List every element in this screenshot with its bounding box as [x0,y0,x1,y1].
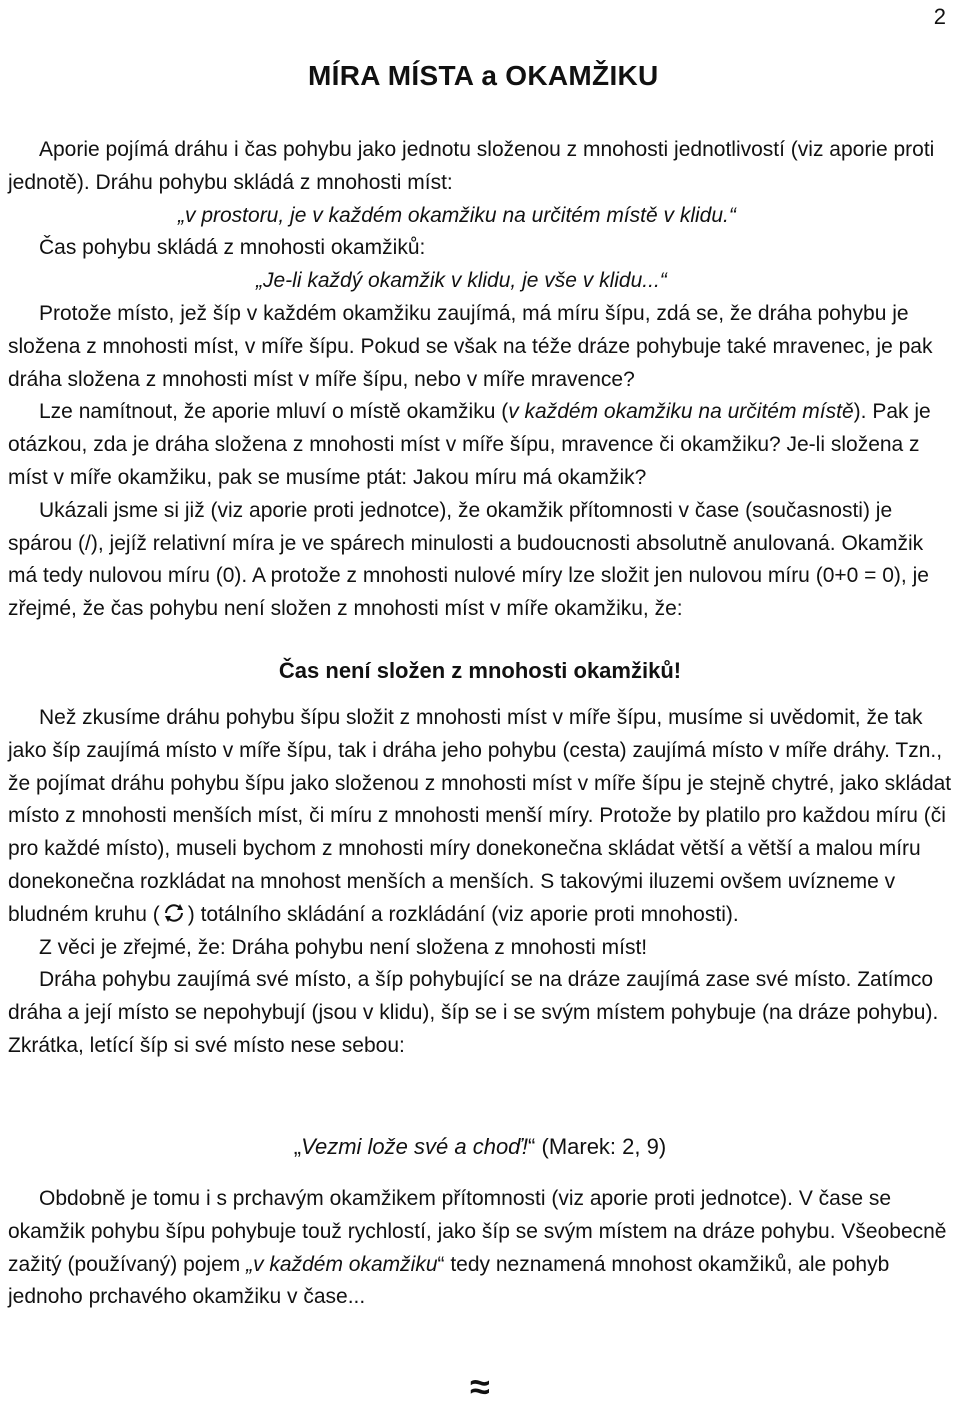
paragraph-text: Než zkusíme dráhu pohybu šípu složit z mnohosti míst v míře šípu, musíme si uvědomit, že tak jako šíp zaujímá místo v míře šípu, tak i dráha jeho pohybu (cesta) zaujímá místo v míře dráhy. Tzn., že pojímat dráhu pohybu šípu jako složenou z mnohosti míst v míře šípu je stejně chytré, jako skládat místo z mnohosti menších míst, či míru z mnohosti menší míry. Protože by platilo pro každou míru (či pro každé místo), museli bychom z mnohosti míry donekonečna skládat větší a větší a malou míru donekonečna rozkládat na mnohost menších a menších. S takovými iluzemi ovšem uvízneme v bludném kruhu ( [8,706,952,926]
paragraph-text: ), jejíž relativní míra je ve spárech minulosti a budoucnosti absolutně anulovaná. Okamžik má tedy nulovou míru (0). A protože z mnohosti nulové míry lze složit jen nulovou míru (0+0 = 0), je zřejmé, že čas pohybu není složen z mnohosti míst v míře okamžiku, že: [8,531,929,621]
section-path [8,702,958,1063]
paragraph-text: Ukázali jsme si již (viz aporie proti jednotce), že okamžik přítomnosti v čase (současnosti) je spárou ( [8,498,893,555]
quote-open-mark: „ [293,1134,302,1159]
emphasis-statement: Čas není složen z mnohosti okamžiků! [278,658,682,683]
paragraph-text: ). Pak je otázkou, zda je dráha složena z mnohosti míst v míře šípu, mravence či okamžiku? Je-li složena z míst v míře okamžiku, pak se musíme ptát: Jakou míru má okamžik? [8,400,931,489]
quote-reference: (Marek: 2, 9) [535,1134,667,1159]
quote-line: „v prostoru, je v každém okamžiku na určitém místě v klidu.“ [178,203,736,227]
quote-line: „Je-li každý okamžik v klidu, je vše v klidu...“ [256,269,667,293]
page-number: 2 [933,4,946,29]
cycle-arrows-icon [160,902,188,924]
paragraph-text: Lze namítnout, že aporie mluví o místě okamžiku ( [39,400,509,424]
paragraph-text: Dráha pohybu zaujímá své místo, a šíp pohybující se na dráze zaujímá zase své místo. Zatímco dráha a její místo se nepohybují (jsou v klidu), šíp se i se svým místem pohybuje (na dráze pohybu). Zkrátka, letící šíp si své místo nese sebou: [8,968,939,1057]
paragraph-text: Čas pohybu skládá z mnohosti okamžiků: [39,236,426,260]
italic-phrase: v každém okamžiku na určitém místě [508,400,854,424]
section-intro [8,134,958,626]
approx-symbol: ≈ [470,1366,490,1407]
page-title: MÍRA MÍSTA a OKAMŽIKU [308,60,659,91]
section-moment [8,1183,958,1314]
paragraph-text: Z věci je zřejmé, že: Dráha pohybu není složena z mnohosti míst! [39,935,648,959]
paragraph-text: Obdobně je tomu i s prchavým okamžikem přítomnosti (viz aporie proti jednotce). V čase se okamžik pohybu šípu pohybuje touž rychlostí, jako šíp se svým místem na dráze pohybu. Všeobecně zažitý (používaný) pojem [8,1187,947,1276]
bible-quote [0,1134,960,1160]
paragraph-text: “ tedy neznamená mnohost okamžiků, ale pohyb jednoho prchavého okamžiku v čase... [8,1252,890,1309]
paragraph-text: Aporie pojímá dráhu i čas pohybu jako jednotu složenou z mnohosti jednotlivostí (viz aporie proti jednotě). Dráhu pohybu skládá z mnohosti míst: [8,138,935,194]
slit-symbol: / [85,531,91,555]
quote-close-mark: “ [528,1134,536,1159]
quote-text: Vezmi lože své a choď! [301,1134,529,1159]
paragraph-text: ) totálního skládání a rozkládání (viz aporie proti mnohosti). [187,902,739,926]
italic-phrase: „v každém okamžiku [246,1252,438,1276]
paragraph-text: Protože místo, jež šíp v každém okamžiku zaujímá, má míru šípu, zdá se, že dráha pohybu je složena z mnohosti míst, v míře šípu. Pokud se však na téže dráze pohybuje také mravenec, je pak dráha složena z mnohosti míst v míře šípu, nebo v míře mravence? [8,301,933,391]
